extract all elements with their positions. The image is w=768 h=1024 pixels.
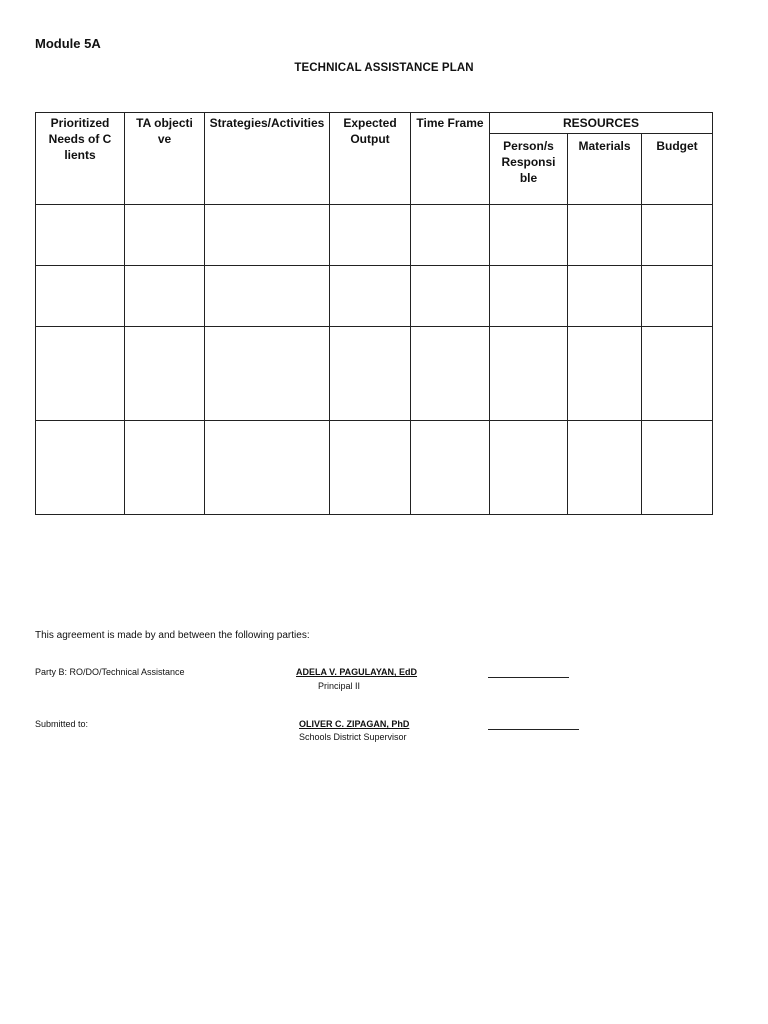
table-cell[interactable] bbox=[642, 327, 713, 421]
header-time-frame: Time Frame bbox=[411, 113, 490, 205]
table-cell[interactable] bbox=[568, 205, 642, 266]
submitted-to-label: Submitted to: bbox=[35, 719, 89, 729]
submitted-to-name: OLIVER C. ZIPAGAN, PhD bbox=[299, 719, 410, 729]
header-strategies-activities: Strategies/Activities bbox=[205, 113, 330, 205]
table-cell[interactable] bbox=[490, 205, 568, 266]
table-cell[interactable] bbox=[125, 205, 205, 266]
header-resources: RESOURCES bbox=[490, 113, 713, 134]
table-row bbox=[36, 205, 713, 266]
table-cell[interactable] bbox=[36, 266, 125, 327]
table-row bbox=[36, 327, 713, 421]
header-budget: Budget bbox=[642, 134, 713, 205]
table-cell[interactable] bbox=[330, 327, 411, 421]
table-cell[interactable] bbox=[411, 266, 490, 327]
table-cell[interactable] bbox=[125, 266, 205, 327]
table-cell[interactable] bbox=[125, 327, 205, 421]
table-cell[interactable] bbox=[642, 266, 713, 327]
table-cell[interactable] bbox=[36, 421, 125, 515]
party-b-signature-line[interactable] bbox=[488, 677, 569, 678]
submitted-to-signature-line[interactable] bbox=[488, 729, 579, 730]
module-label: Module 5A bbox=[35, 36, 101, 51]
table-cell[interactable] bbox=[642, 205, 713, 266]
table-cell[interactable] bbox=[36, 205, 125, 266]
agreement-intro: This agreement is made by and between the following parties: bbox=[35, 630, 310, 641]
header-prioritized-needs: Prioritized Needs of Clients bbox=[36, 113, 125, 205]
table-row bbox=[36, 421, 713, 515]
table-cell[interactable] bbox=[330, 266, 411, 327]
document-title: TECHNICAL ASSISTANCE PLAN bbox=[294, 62, 474, 74]
party-b-title: Principal II bbox=[318, 681, 361, 691]
technical-assistance-plan-table bbox=[35, 112, 713, 515]
table-cell[interactable] bbox=[205, 327, 330, 421]
header-expected-output: Expected Output bbox=[330, 113, 411, 205]
table-row bbox=[36, 266, 713, 327]
table-cell[interactable] bbox=[330, 205, 411, 266]
table-cell[interactable] bbox=[125, 421, 205, 515]
table-cell[interactable] bbox=[490, 421, 568, 515]
table-cell[interactable] bbox=[411, 421, 490, 515]
party-b-name: ADELA V. PAGULAYAN, EdD bbox=[296, 667, 418, 677]
header-persons-responsible: Person/s Responsible bbox=[490, 134, 568, 205]
table-cell[interactable] bbox=[568, 327, 642, 421]
table-cell[interactable] bbox=[411, 327, 490, 421]
table-cell[interactable] bbox=[36, 327, 125, 421]
table-cell[interactable] bbox=[330, 421, 411, 515]
table-cell[interactable] bbox=[568, 421, 642, 515]
table-cell[interactable] bbox=[205, 421, 330, 515]
party-b-label: Party B: RO/DO/Technical Assistance bbox=[35, 667, 185, 677]
submitted-to-title: Schools District Supervisor bbox=[299, 732, 407, 742]
table-cell[interactable] bbox=[490, 327, 568, 421]
header-materials: Materials bbox=[568, 134, 642, 205]
table-cell[interactable] bbox=[568, 266, 642, 327]
table-cell[interactable] bbox=[205, 266, 330, 327]
table-cell[interactable] bbox=[411, 205, 490, 266]
table-cell[interactable] bbox=[205, 205, 330, 266]
header-ta-objective: TA objective bbox=[125, 113, 205, 205]
table-cell[interactable] bbox=[490, 266, 568, 327]
table-cell[interactable] bbox=[642, 421, 713, 515]
